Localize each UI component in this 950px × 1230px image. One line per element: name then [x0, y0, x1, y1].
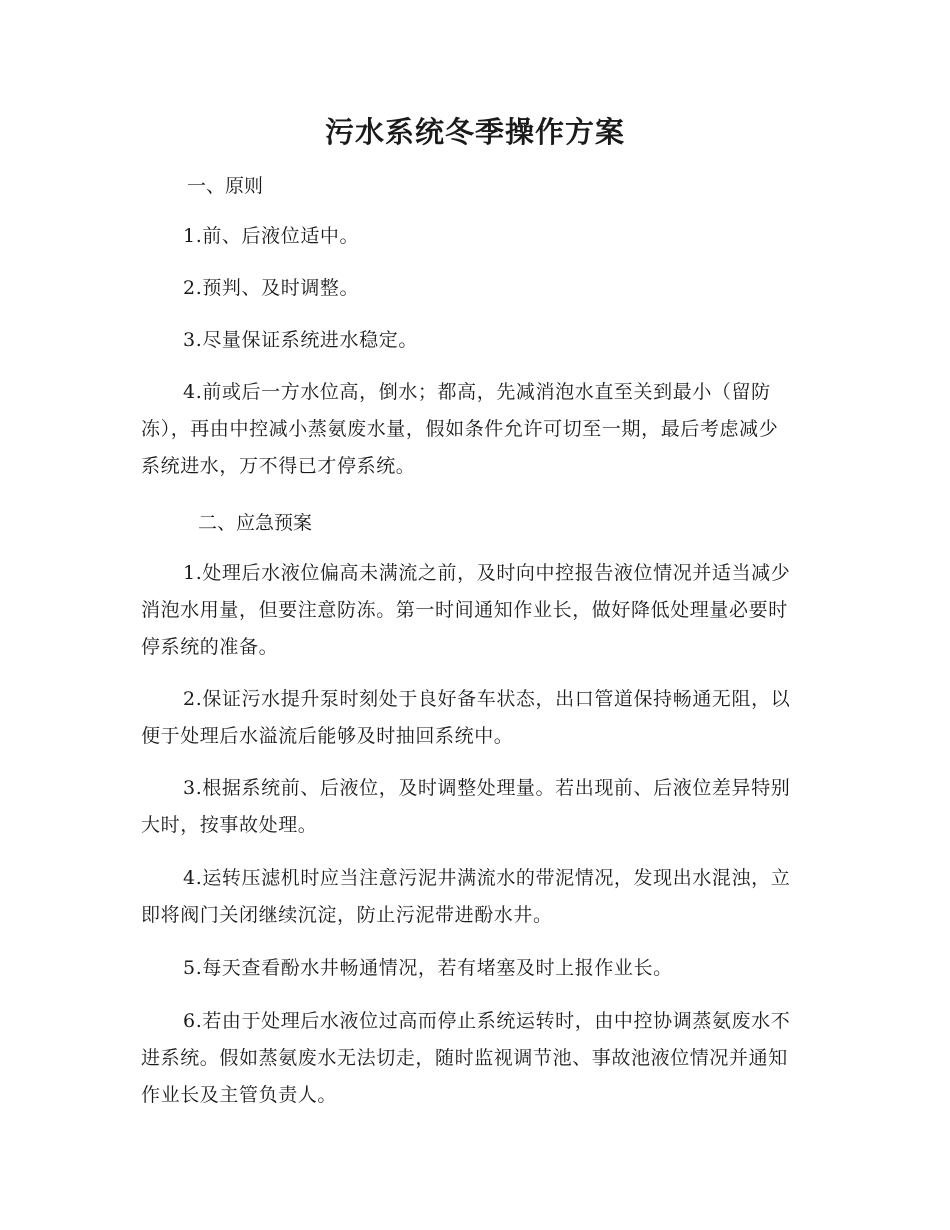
emergency-item-6: 6.若由于处理后水液位过高而停止系统运转时，由中控协调蒸氨废水不进系统。假如蒸氨废水无法切走，随时监视调节池、事故池液位情况并通知作业长及主管负责人。: [141, 1010, 791, 1106]
principle-item-2: 2.预判、及时调整。: [183, 277, 360, 299]
section-heading-principles: 一、原则: [187, 175, 264, 197]
section-heading-emergency-plan: 二、应急预案: [198, 512, 313, 534]
emergency-item-2: 2.保证污水提升泵时刻处于良好备车状态，出口管道保持畅通无阻，以便于处理后水溢流后能够及时抽回系统中。: [141, 688, 791, 747]
emergency-item-1: 1.处理后水液位偏高未满流之前，及时向中控报告液位情况并适当减少消泡水用量，但要注意防冻。第一时间通知作业长，做好降低处理量必要时停系统的准备。: [141, 562, 791, 658]
principle-item-3: 3.尽量保证系统进水稳定。: [183, 329, 418, 351]
emergency-item-4: 4.运转压滤机时应当注意污泥井满流水的带泥情况，发现出水混浊，立即将阀门关闭继续沉淀，防止污泥带进酚水井。: [141, 867, 791, 926]
document-title: 污水系统冬季操作方案: [324, 115, 625, 149]
emergency-item-5: 5.每天查看酚水井畅通情况，若有堵塞及时上报作业长。: [183, 957, 673, 979]
principle-item-1: 1.前、后液位适中。: [183, 225, 360, 247]
emergency-item-3: 3.根据系统前、后液位，及时调整处理量。若出现前、后液位差异特别大时，按事故处理。: [141, 777, 791, 836]
principle-item-4: 4.前或后一方水位高，倒水；都高，先减消泡水直至关到最小（留防冻），再由中控减小蒸氨废水量，假如条件允许可切至一期，最后考虑减少系统进水，万不得已才停系统。: [141, 381, 779, 477]
